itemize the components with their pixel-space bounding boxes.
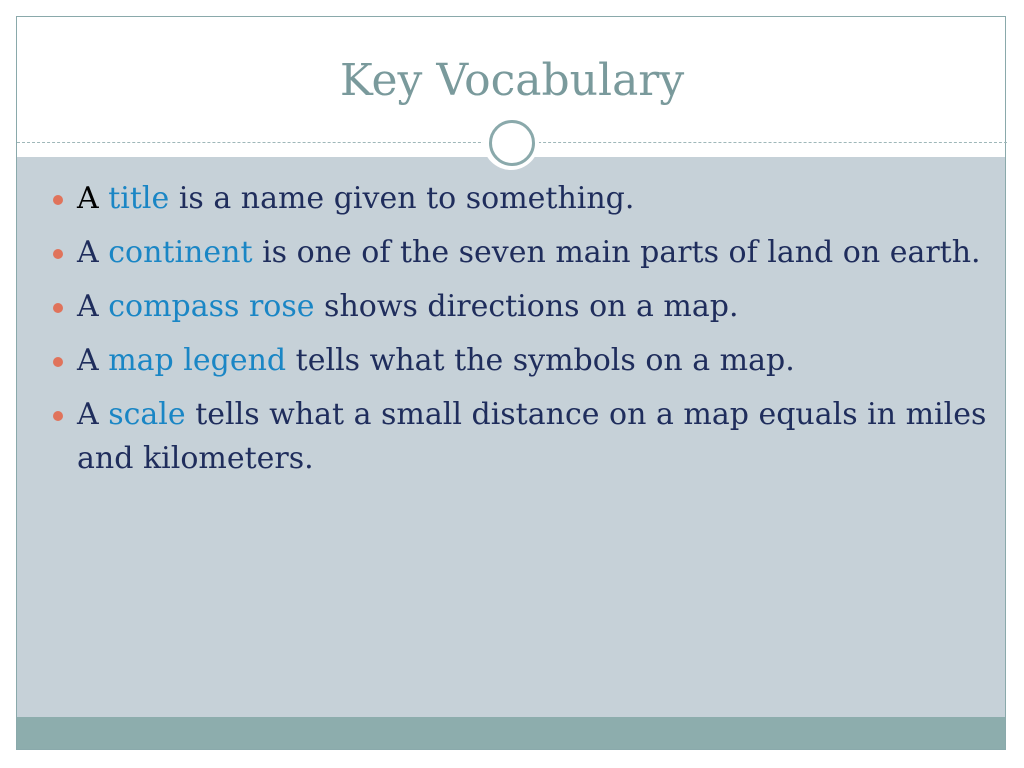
bullet-article: A (77, 181, 99, 216)
footer-band (17, 717, 1005, 749)
bullet-text: tells what a small distance on a map equals in miles and kilometers. (77, 397, 987, 476)
bullet-dot-icon (53, 303, 63, 313)
bullet-text: is a name given to something. (178, 181, 635, 216)
bullet-list (51, 177, 991, 491)
bullet-item (51, 393, 991, 481)
bullet-term: scale (108, 397, 186, 432)
bullet-term: map legend (108, 343, 287, 378)
bullet-article: A (77, 397, 99, 432)
bullet-term: continent (108, 235, 253, 270)
bullet-dot-icon (53, 195, 63, 205)
bullet-term: compass rose (108, 289, 315, 324)
bullet-item (51, 177, 991, 221)
bullet-item (51, 231, 991, 275)
bullet-dot-icon (53, 411, 63, 421)
bullet-text: tells what the symbols on a map. (295, 343, 795, 378)
slide-title: Key Vocabulary (339, 55, 685, 106)
bullet-article: A (77, 289, 99, 324)
bullet-article: A (77, 343, 99, 378)
bullet-dot-icon (53, 249, 63, 259)
slide (16, 16, 1006, 750)
bullet-article: A (77, 235, 99, 270)
bullet-item (51, 339, 991, 383)
bullet-text: shows directions on a map. (324, 289, 739, 324)
circle-ring-icon (489, 120, 535, 166)
bullet-text: is one of the seven main parts of land on earth. (262, 235, 981, 270)
bullet-dot-icon (53, 357, 63, 367)
bullet-term: title (108, 181, 170, 216)
bullet-item (51, 285, 991, 329)
